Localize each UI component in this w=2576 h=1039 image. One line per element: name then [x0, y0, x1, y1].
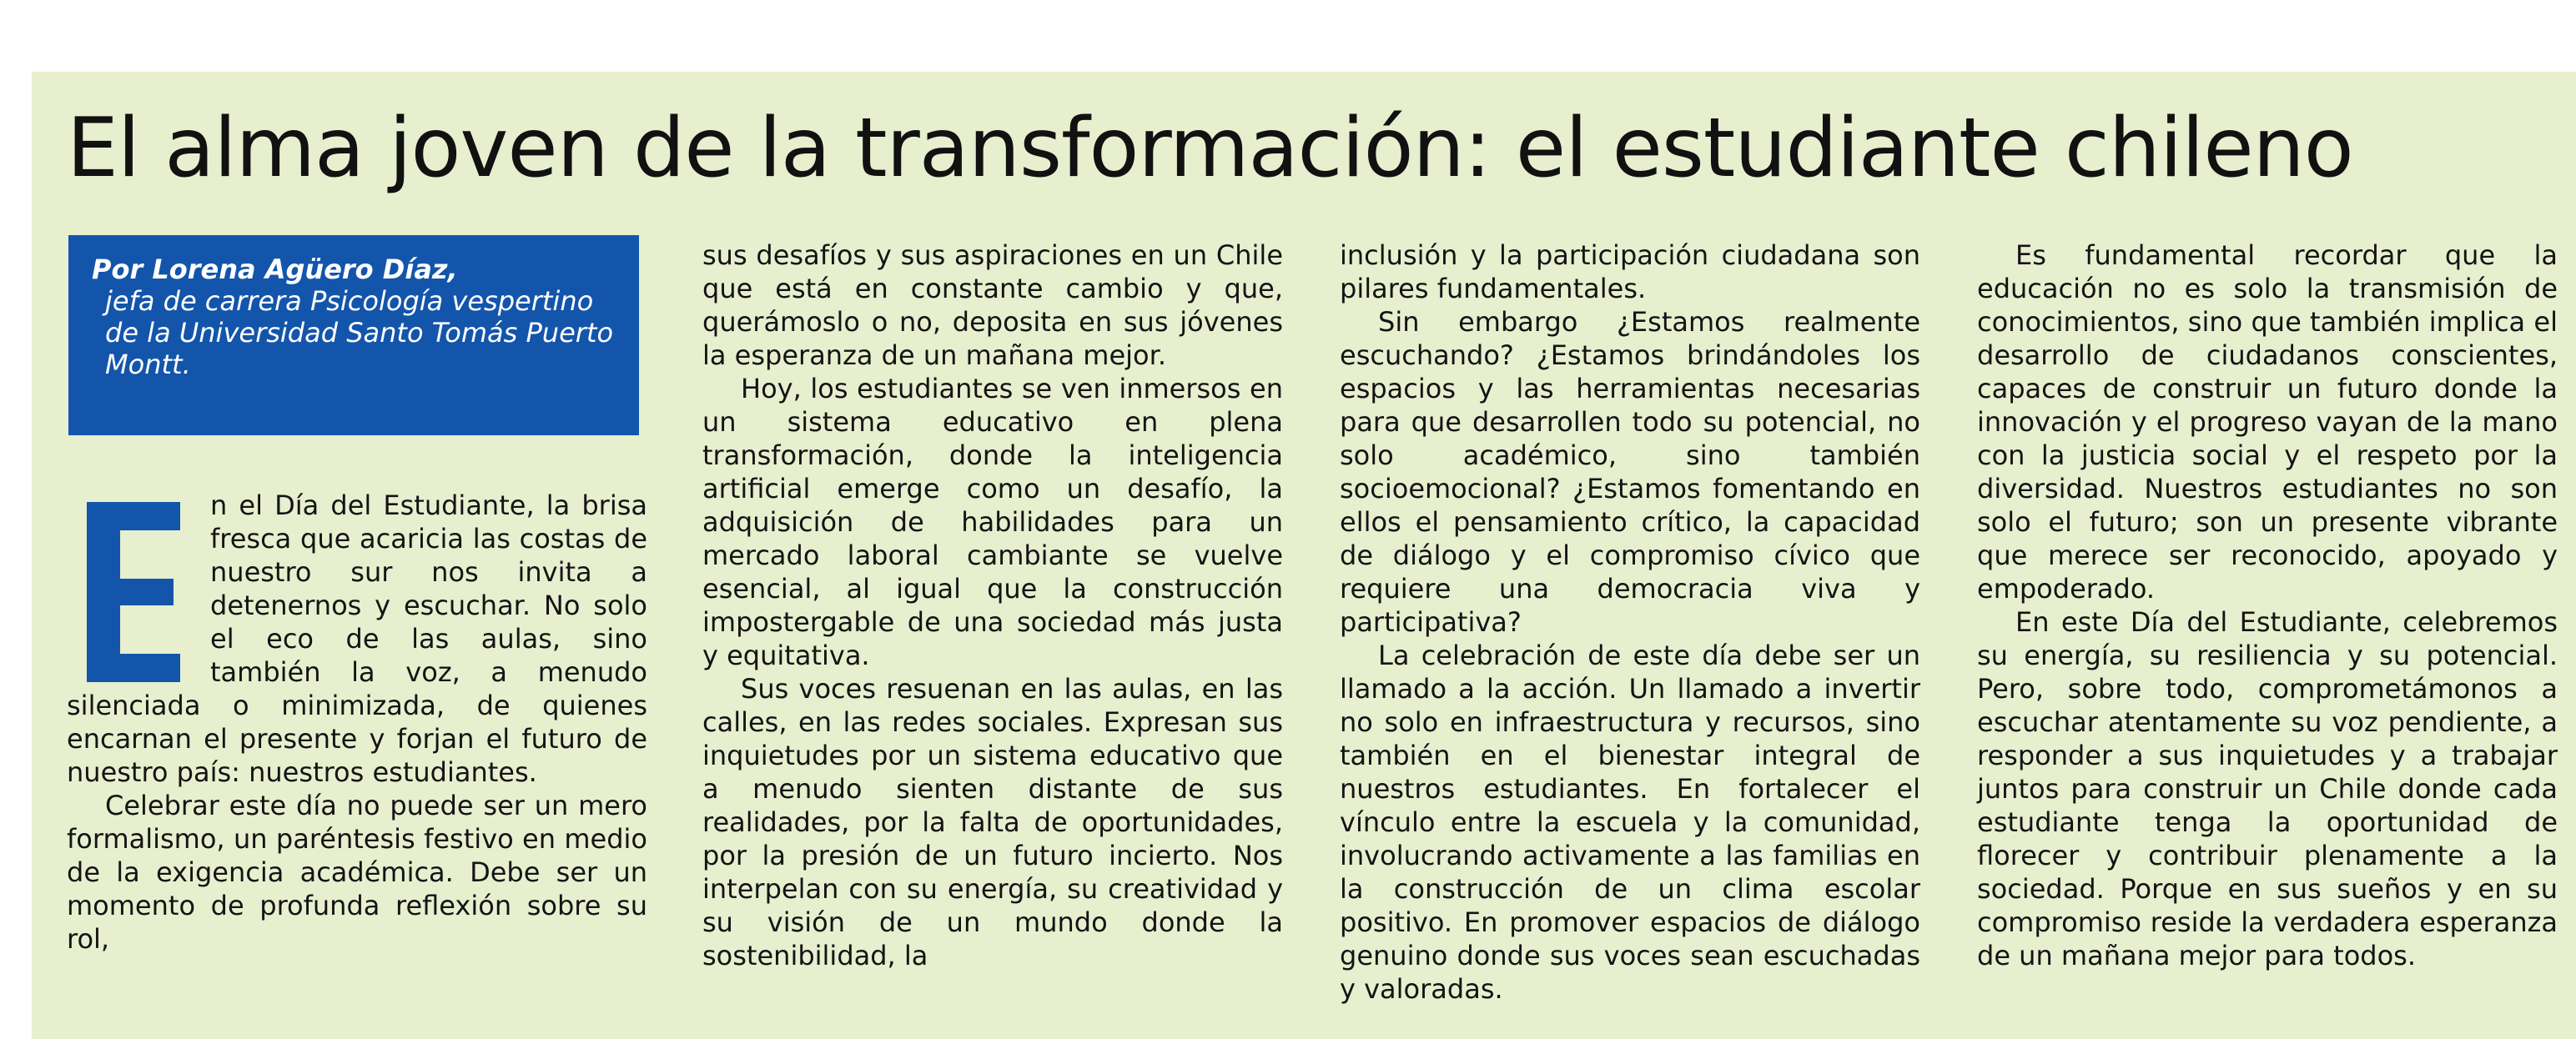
- paragraph: Es fundamental recordar que la educación no es solo la transmisión de conocimientos, sino que también implica el desarrollo de ciudadanos conscientes, capaces de construir un futuro donde la innovación y el progreso vayan de la mano con la justicia social y el respeto por la diversidad. Nuestros estudiantes no son solo el futuro; son un presente vibrante que merece ser reconocido, apoyado y empoderado.: [1977, 239, 2558, 605]
- byline-role: jefa de carrera Psicología vespertino de la Universidad Santo Tomás Puerto Montt.: [105, 285, 614, 380]
- paragraph: Hoy, los estudiantes se ven inmersos en un sistema educativo en plena transformación, donde la inteligencia artificial emerge como un desafío, la adquisición de habilidades para un mercado laboral cambiante se vuelve esencial, al igual que la construcción impostergable de una sociedad más justa y equitativa.: [702, 373, 1283, 671]
- paragraph: Celebrar este día no puede ser un mero formalismo, un paréntesis festivo en medio de la exigencia académica. Debe ser un momento de profunda reflexión sobre su rol,: [67, 790, 647, 955]
- paragraph: inclusión y la participación ciudadana son pilares fundamentales.: [1340, 239, 1920, 304]
- article-column-3: [1340, 238, 1920, 1006]
- article-headline: El alma joven de la transformación: el estudiante chileno: [67, 101, 2353, 196]
- paragraph: La celebración de este día debe ser un llamado a la acción. Un llamado a invertir no solo en infraestructura y recursos, sino también en el bienestar integral de nuestros estudiantes. En fortalecer el vínculo entre la escuela y la comunidad, involucrando activamente a las familias en la construcción de un clima escolar positivo. En promover espacios de diálogo genuino donde sus voces sean escuchadas y valoradas.: [1340, 640, 1920, 1005]
- paragraph: sus desafíos y sus aspiraciones en un Chile que está en constante cambio y que, querámoslo o no, deposita en sus jóvenes la esperanza de un mañana mejor.: [702, 239, 1283, 371]
- drop-cap: [87, 502, 180, 682]
- article-column-1: [67, 489, 647, 956]
- article-column-4: [1977, 238, 2558, 972]
- byline-box: [68, 235, 639, 435]
- paragraph: Sus voces resuenan en las aulas, en las calles, en las redes sociales. Expresan sus inquietudes por un sistema educativo que a menudo sienten distante de sus realidades, por la falta de oportunidades, por la presión de un futuro incierto. Nos interpelan con su energía, su creatividad y su visión de un mundo donde la sostenibilidad, la: [702, 673, 1283, 971]
- article-column-2: [702, 238, 1283, 972]
- paragraph: Sin embargo ¿Estamos realmente escuchando? ¿Estamos brindándoles los espacios y las herramientas necesarias para que desarrollen todo su potencial, no solo académico, sino también socioemocional? ¿Estamos fomentando en ellos el pensamiento crítico, la capacidad de diálogo y el compromiso cívico que requiere una democracia viva y participativa?: [1340, 306, 1920, 638]
- byline-author: Por Lorena Agüero Díaz,: [92, 253, 458, 285]
- paragraph: En este Día del Estudiante, celebremos su energía, su resiliencia y su potencial. Pero, sobre todo, comprometámonos a escuchar atentamente su voz pendiente, a responder a sus inquietudes y a trabajar juntos para construir un Chile donde cada estudiante tenga la oportunidad de florecer y contribuir plenamente a la sociedad. Porque en sus sueños y en su compromiso reside la verdadera esperanza de un mañana mejor para todos.: [1977, 606, 2558, 971]
- paragraph: n el Día del Estudiante, la brisa fresca que acaricia las costas de nuestro sur nos invita a detenernos y escuchar. No solo el eco de las aulas, sino también la voz, a menudo silenciada o minimizada, de quienes encarnan el presente y forjan el futuro de nuestro país: nuestros estudiantes.: [67, 489, 647, 788]
